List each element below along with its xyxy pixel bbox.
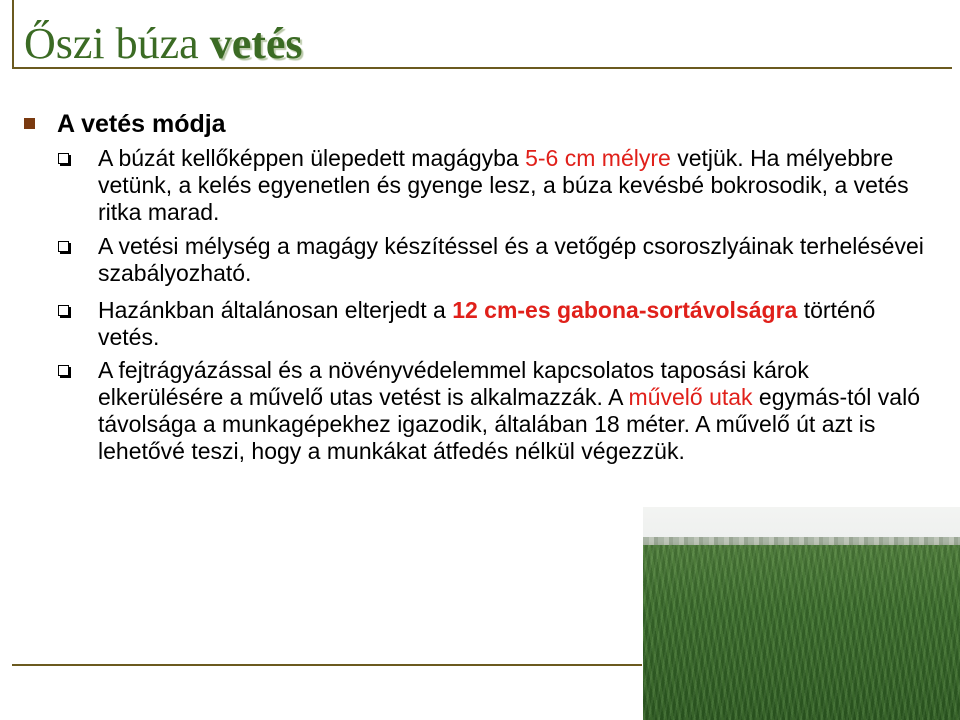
- slide-title: [24, 18, 303, 70]
- list-item: [98, 145, 938, 226]
- field: [643, 545, 960, 720]
- checkbox-bullet-icon: [58, 305, 69, 316]
- section-heading: [24, 110, 226, 138]
- text-segment: vetjük. Ha mélyebbre vetünk, a kelés egyenetlen és gyenge lesz, a búza kevésbé bokrosodik, a vetés ritka marad.: [98, 145, 909, 225]
- treeline: [643, 537, 960, 545]
- text-segment: egymás-tól való távolsága a munkagépekhez igazodik, általában 18 méter. A művelő út azt is lehetővé teszi, hogy a munkákat átfedés nélkül végezzük.: [98, 384, 921, 464]
- text-segment: 12 cm-es gabona-sortávolságra: [452, 297, 798, 323]
- checkbox-bullet-icon: [58, 365, 69, 376]
- checkbox-bullet-icon: [58, 153, 69, 164]
- text-segment: A fejtrágyázással és a növényvédelemmel kapcsolatos taposási károk elkerülésére a művelő utas vetést is alkalmazzák. A: [98, 357, 809, 410]
- section-label: A vetés módja: [57, 110, 226, 138]
- text-segment: A vetési mélység a magágy készítéssel és a vetőgép csoroszlyáinak terhelésévei szabályozható.: [98, 233, 924, 286]
- list-item-text: [98, 233, 924, 286]
- list-item: [98, 297, 938, 351]
- list-item-text: [98, 357, 920, 464]
- title-regular: Őszi búza: [24, 19, 210, 68]
- checkbox-bullet-icon: [58, 241, 69, 252]
- square-bullet-icon: [24, 118, 35, 129]
- list-item-text: [98, 297, 875, 350]
- title-bold: vetés: [209, 19, 303, 68]
- frame-line-left: [12, 0, 14, 69]
- text-segment: történő vetés.: [98, 297, 876, 350]
- text-segment: Hazánkban általánosan elterjedt a: [98, 297, 453, 323]
- frame-line-bottom: [12, 664, 642, 666]
- list-item-text: [98, 145, 909, 225]
- list-item: [98, 233, 938, 287]
- text-segment: 5-6 cm mélyre: [525, 145, 671, 171]
- text-segment: A búzát kellőképpen ülepedett magágyba: [98, 145, 526, 171]
- text-segment: művelő utak: [628, 384, 753, 410]
- list-item: [98, 357, 938, 465]
- wheat-field-photo: [643, 507, 960, 720]
